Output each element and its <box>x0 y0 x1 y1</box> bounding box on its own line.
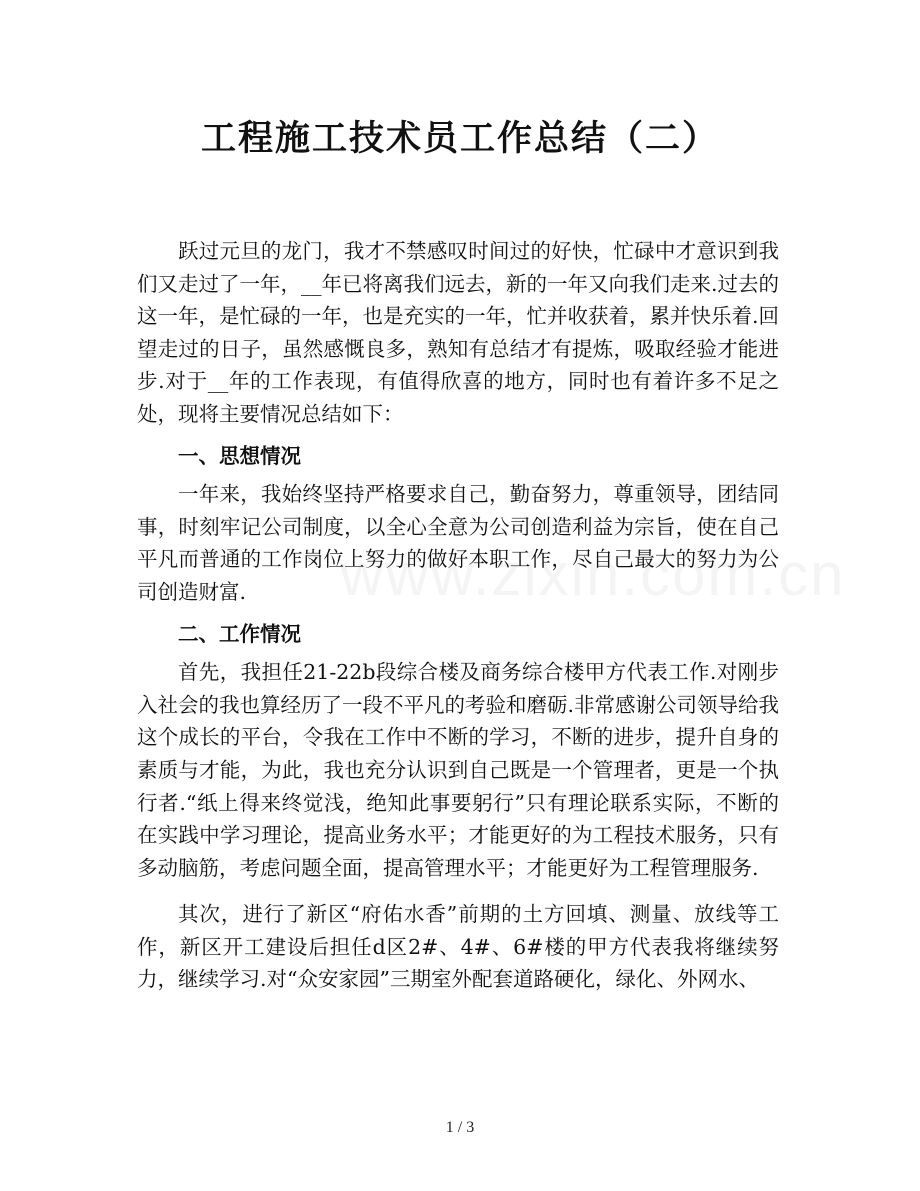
thought-paragraph: 一年来，我始终坚持严格要求自己，勤奋努力，尊重领导，团结同事，时刻牢记公司制度，以全心全意为公司创造利益为宗旨，使在自己平凡而普通的工作岗位上努力的做好本职工作，尽自己最大的努力为公司创造财富. <box>137 482 779 604</box>
work-paragraph-first: 首先，我担任21-22b段综合楼及商务综合楼甲方代表工作.对刚步入社会的我也算经历了一段不平凡的考验和磨砺.非常感谢公司领导给我这个成长的平台，令我在工作中不断的学习，不断的进步，提升自身的素质与才能，为此，我也充分认识到自己既是一个管理者，更是一个执行者.“纸上得来终觉浅，绝知此事要躬行”只有理论联系实际，不断的在实践中学习理论，提高业务水平；才能更好的为工程技术服务，只有多动脑筋，考虑问题全面，提高管理水平；才能更好为工程管理服务. <box>137 660 780 880</box>
document-body <box>137 235 779 996</box>
section-heading-work: 二、工作情况 <box>178 621 301 646</box>
page-number: 1 / 3 <box>445 1119 475 1136</box>
section-heading-thought: 一、思想情况 <box>178 443 301 468</box>
work-paragraph-second: 其次，进行了新区“府佑水香”前期的土方回填、测量、放线等工作，新区开工建设后担任d区2#、4#、6#楼的甲方代表我将继续努力，继续学习.对“众安家园”三期室外配套道路硬化，绿化、外网水、 <box>137 902 779 992</box>
intro-paragraph: 跃过元旦的龙门，我才不禁感叹时间过的好快，忙碌中才意识到我们又走过了一年，__年已将离我们远去，新的一年又向我们走来.过去的这一年，是忙碌的一年，也是充实的一年，忙并收获着，累并快乐着.回望走过的日子，虽然感慨良多，熟知有总结才有提炼，吸取经验才能进步.对于__年的工作表现，有值得欣喜的地方，同时也有着许多不足之处，现将主要情况总结如下： <box>137 239 780 426</box>
document-title: 工程施工技术员工作总结（二） <box>200 118 719 159</box>
